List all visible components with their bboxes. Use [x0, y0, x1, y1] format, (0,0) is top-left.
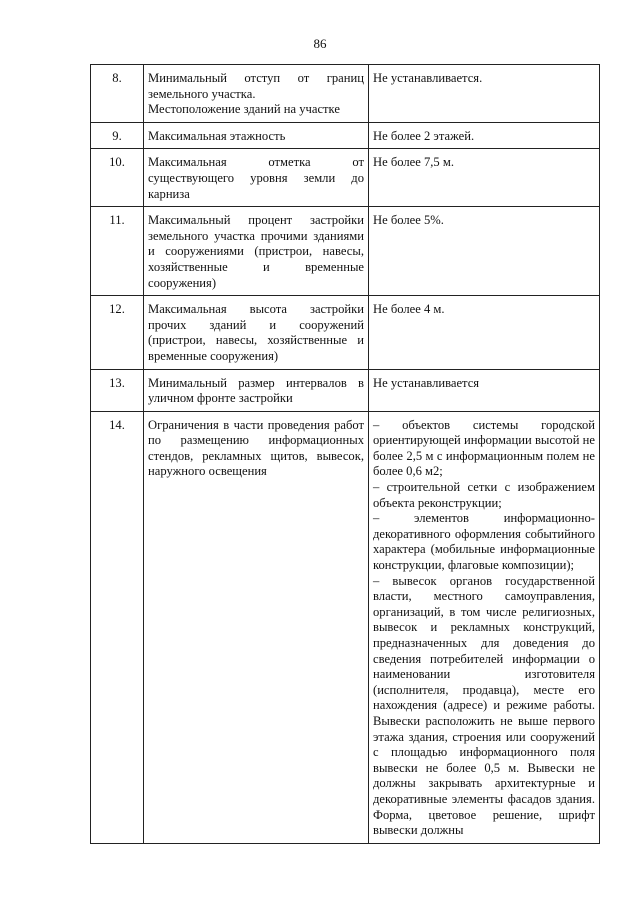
value-cell: Не более 4 м.	[369, 296, 600, 369]
table-row	[91, 122, 600, 149]
table-row	[91, 65, 600, 123]
parameter-text: Ограничения в части проведения работ по размещению информационных стендов, рекламных щитов, вывесок, наружного освещения	[148, 417, 364, 479]
row-number: 11.	[91, 207, 144, 296]
row-number: 8.	[91, 65, 144, 123]
table-row	[91, 369, 600, 411]
table-row	[91, 411, 600, 843]
table-row	[91, 149, 600, 207]
value-cell	[369, 411, 600, 843]
value-text: – объектов системы городской ориентирующей информации высотой не более 2,5 м с информационным полем не более 0,6 м2;	[373, 417, 595, 479]
row-number: 12.	[91, 296, 144, 369]
value-cell: Не устанавливается.	[369, 65, 600, 123]
value-text: – вывесок органов государственной власти, местного самоуправления, организаций, в том числе религиозных, вывесок и рекламных конструкций, предназначенных для доведения до сведения потребителей информации о наименовании изготовителя (исполнителя, продавца), месте его нахождения (адресе) и режиме работы. Вывески расположить не выше первого этажа здания, строения или сооружений с площадью информационного поля вывески не более 0,5 м. Вывески не должны закрывать архитектурные и декоративные элементы фасадов здания. Форма, цветовое решение, шрифт вывески должны	[373, 573, 595, 838]
value-text: – элементов информационно-декоративного оформления событийного характера (мобильные информационные конструкции, флаговые композиции);	[373, 511, 595, 573]
parameter-text: Максимальный процент застройки земельного участка прочими зданиями и сооружениями (пристрои, навесы, хозяйственные и временные сооружения)	[148, 213, 364, 290]
parameter-text: Минимальный отступ от границ земельного участка.	[148, 71, 364, 101]
parameters-table	[90, 64, 600, 844]
parameter-cell	[144, 207, 369, 296]
row-number: 13.	[91, 369, 144, 411]
parameter-text: Местоположение зданий на участке	[148, 102, 340, 117]
row-number: 14.	[91, 411, 144, 843]
parameter-cell	[144, 296, 369, 369]
parameter-cell	[144, 65, 369, 123]
parameter-text: Максимальная этажность	[148, 128, 286, 143]
value-cell: Не более 5%.	[369, 207, 600, 296]
parameter-text: Минимальный размер интервалов в уличном фронте застройки	[148, 375, 364, 406]
parameter-text: Максимальная отметка от существующего уровня земли до карниза	[148, 155, 364, 201]
table-row	[91, 296, 600, 369]
row-number: 9.	[91, 122, 144, 149]
value-cell: Не более 7,5 м.	[369, 149, 600, 207]
value-cell: Не устанавливается	[369, 369, 600, 411]
parameter-cell	[144, 369, 369, 411]
value-text: – строительной сетки с изображением объекта реконструкции;	[373, 480, 595, 510]
parameter-cell	[144, 411, 369, 843]
parameter-text: Максимальная высота застройки прочих зданий и сооружений (пристрои, навесы, хозяйственные и временные сооружения)	[148, 302, 364, 363]
row-number: 10.	[91, 149, 144, 207]
parameter-cell	[144, 122, 369, 149]
parameter-cell	[144, 149, 369, 207]
table-row	[91, 207, 600, 296]
value-cell: Не более 2 этажей.	[369, 122, 600, 149]
page-number: 86	[313, 36, 327, 51]
